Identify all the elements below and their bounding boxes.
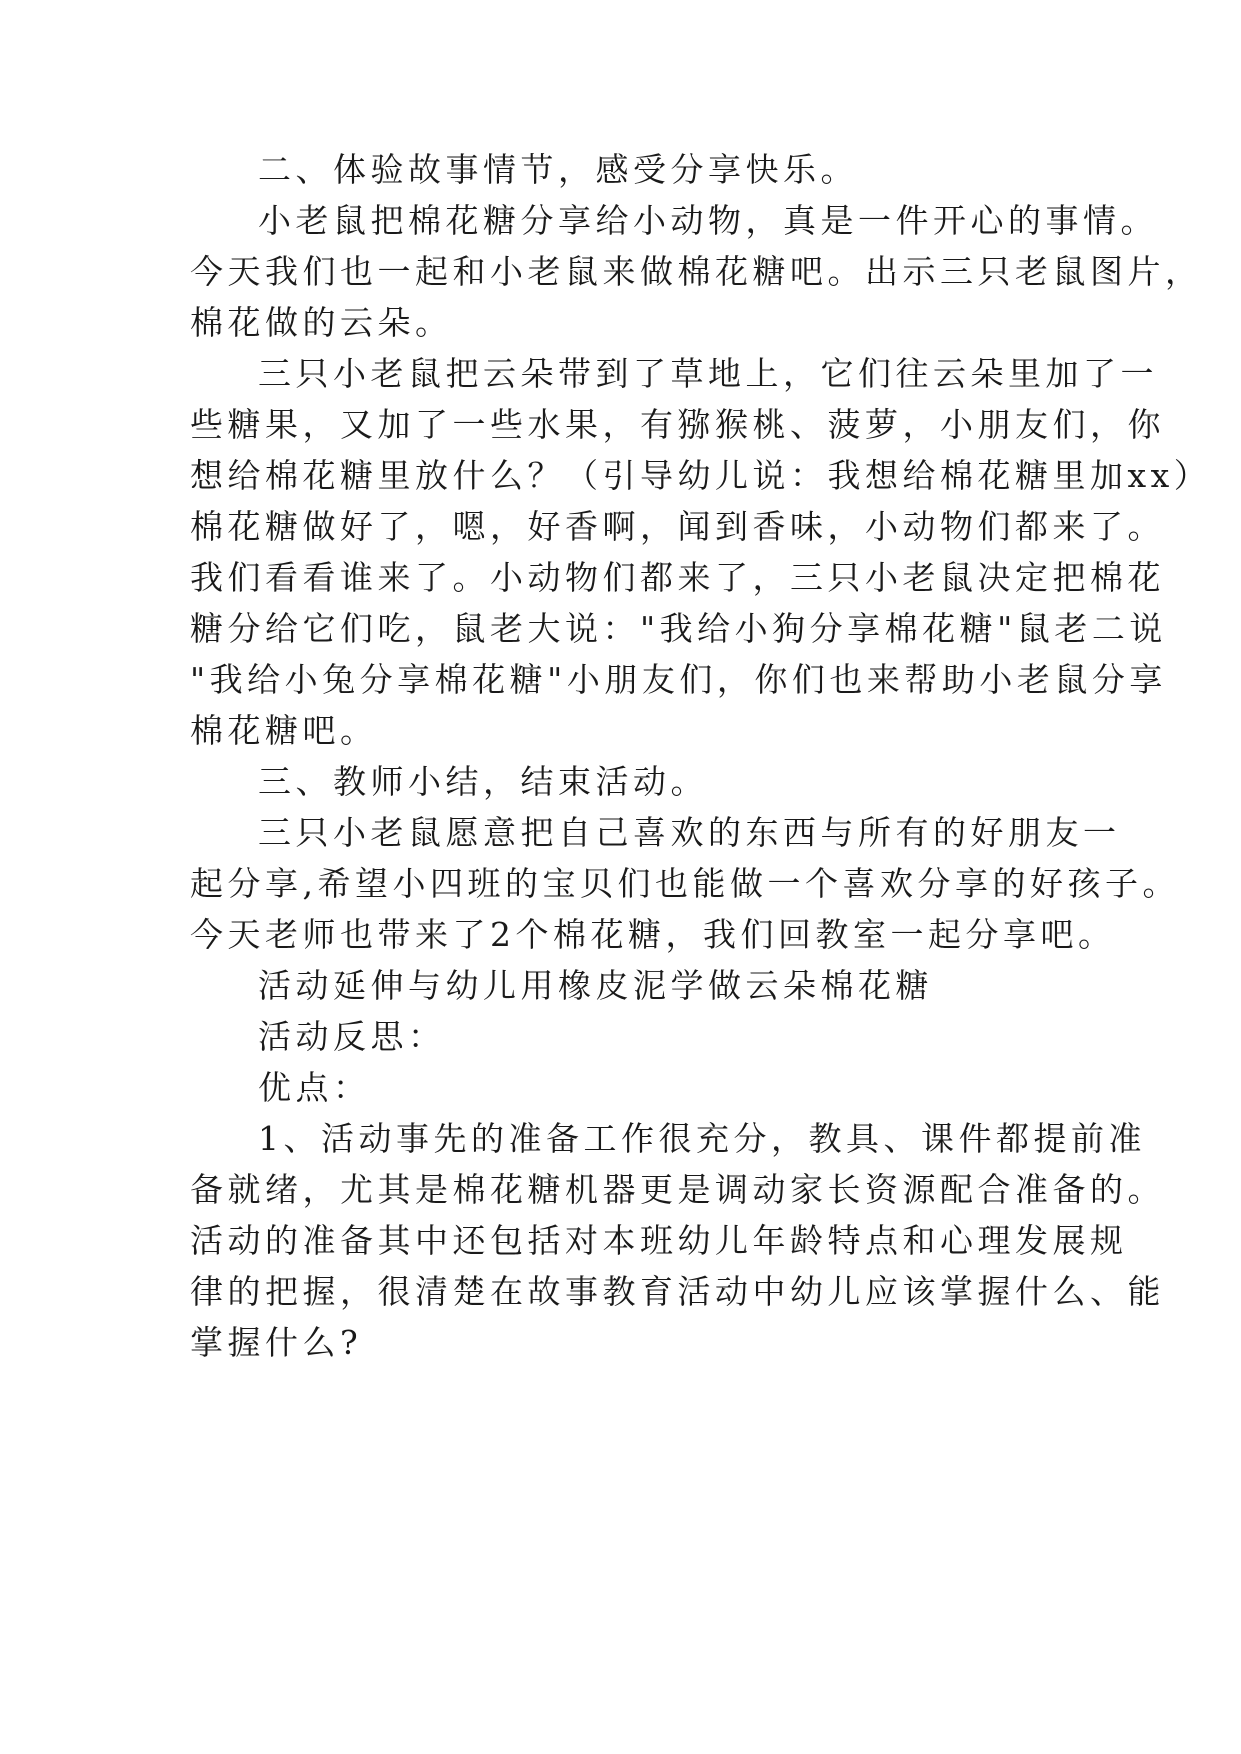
paragraph-line: 活动的准备其中还包括对本班幼儿年龄特点和心理发展规 [190,1221,1128,1260]
paragraph-line: 糖分给它们吃，鼠老大说："我给小狗分享棉花糖"鼠老二说 [190,609,1167,648]
paragraph-line: 些糖果，又加了一些水果，有猕猴桃、菠萝，小朋友们，你 [190,405,1165,444]
paragraph-line: 想给棉花糖里放什么？（引导幼儿说：我想给棉花糖里加xx） [190,456,1212,495]
paragraph-line: 棉花糖吧。 [190,711,378,750]
paragraph-line: 今天我们也一起和小老鼠来做棉花糖吧。出示三只老鼠图片， [190,252,1203,291]
paragraph-line: 1、活动事先的准备工作很充分，教具、课件都提前准 [258,1119,1146,1158]
paragraph-line: 三只小老鼠把云朵带到了草地上，它们往云朵里加了一 [258,354,1158,393]
strengths-heading: 优点： [258,1068,371,1107]
paragraph-line: 备就绪，尤其是棉花糖机器更是调动家长资源配合准备的。 [190,1170,1165,1209]
paragraph-line: 律的把握，很清楚在故事教育活动中幼儿应该掌握什么、能 [190,1272,1165,1311]
paragraph-line: 棉花做的云朵。 [190,303,453,342]
paragraph-line: 小老鼠把棉花糖分享给小动物，真是一件开心的事情。 [258,201,1158,240]
paragraph-line: 掌握什么? [190,1323,363,1362]
activity-extension-line: 活动延伸与幼儿用橡皮泥学做云朵棉花糖 [258,966,933,1005]
reflection-heading: 活动反思： [258,1017,446,1056]
heading-section-3: 三、教师小结，结束活动。 [258,762,708,801]
paragraph-line: 棉花糖做好了，嗯，好香啊，闻到香味，小动物们都来了。 [190,507,1165,546]
paragraph-line: 起分享,希望小四班的宝贝们也能做一个喜欢分享的好孩子。 [190,864,1180,903]
paragraph-line: "我给小兔分享棉花糖"小朋友们，你们也来帮助小老鼠分享 [190,660,1167,699]
paragraph-line: 三只小老鼠愿意把自己喜欢的东西与所有的好朋友一 [258,813,1121,852]
paragraph-line: 我们看看谁来了。小动物们都来了，三只小老鼠决定把棉花 [190,558,1165,597]
paragraph-line: 今天老师也带来了2个棉花糖，我们回教室一起分享吧。 [190,915,1116,954]
heading-section-2: 二、体验故事情节，感受分享快乐。 [258,150,858,189]
